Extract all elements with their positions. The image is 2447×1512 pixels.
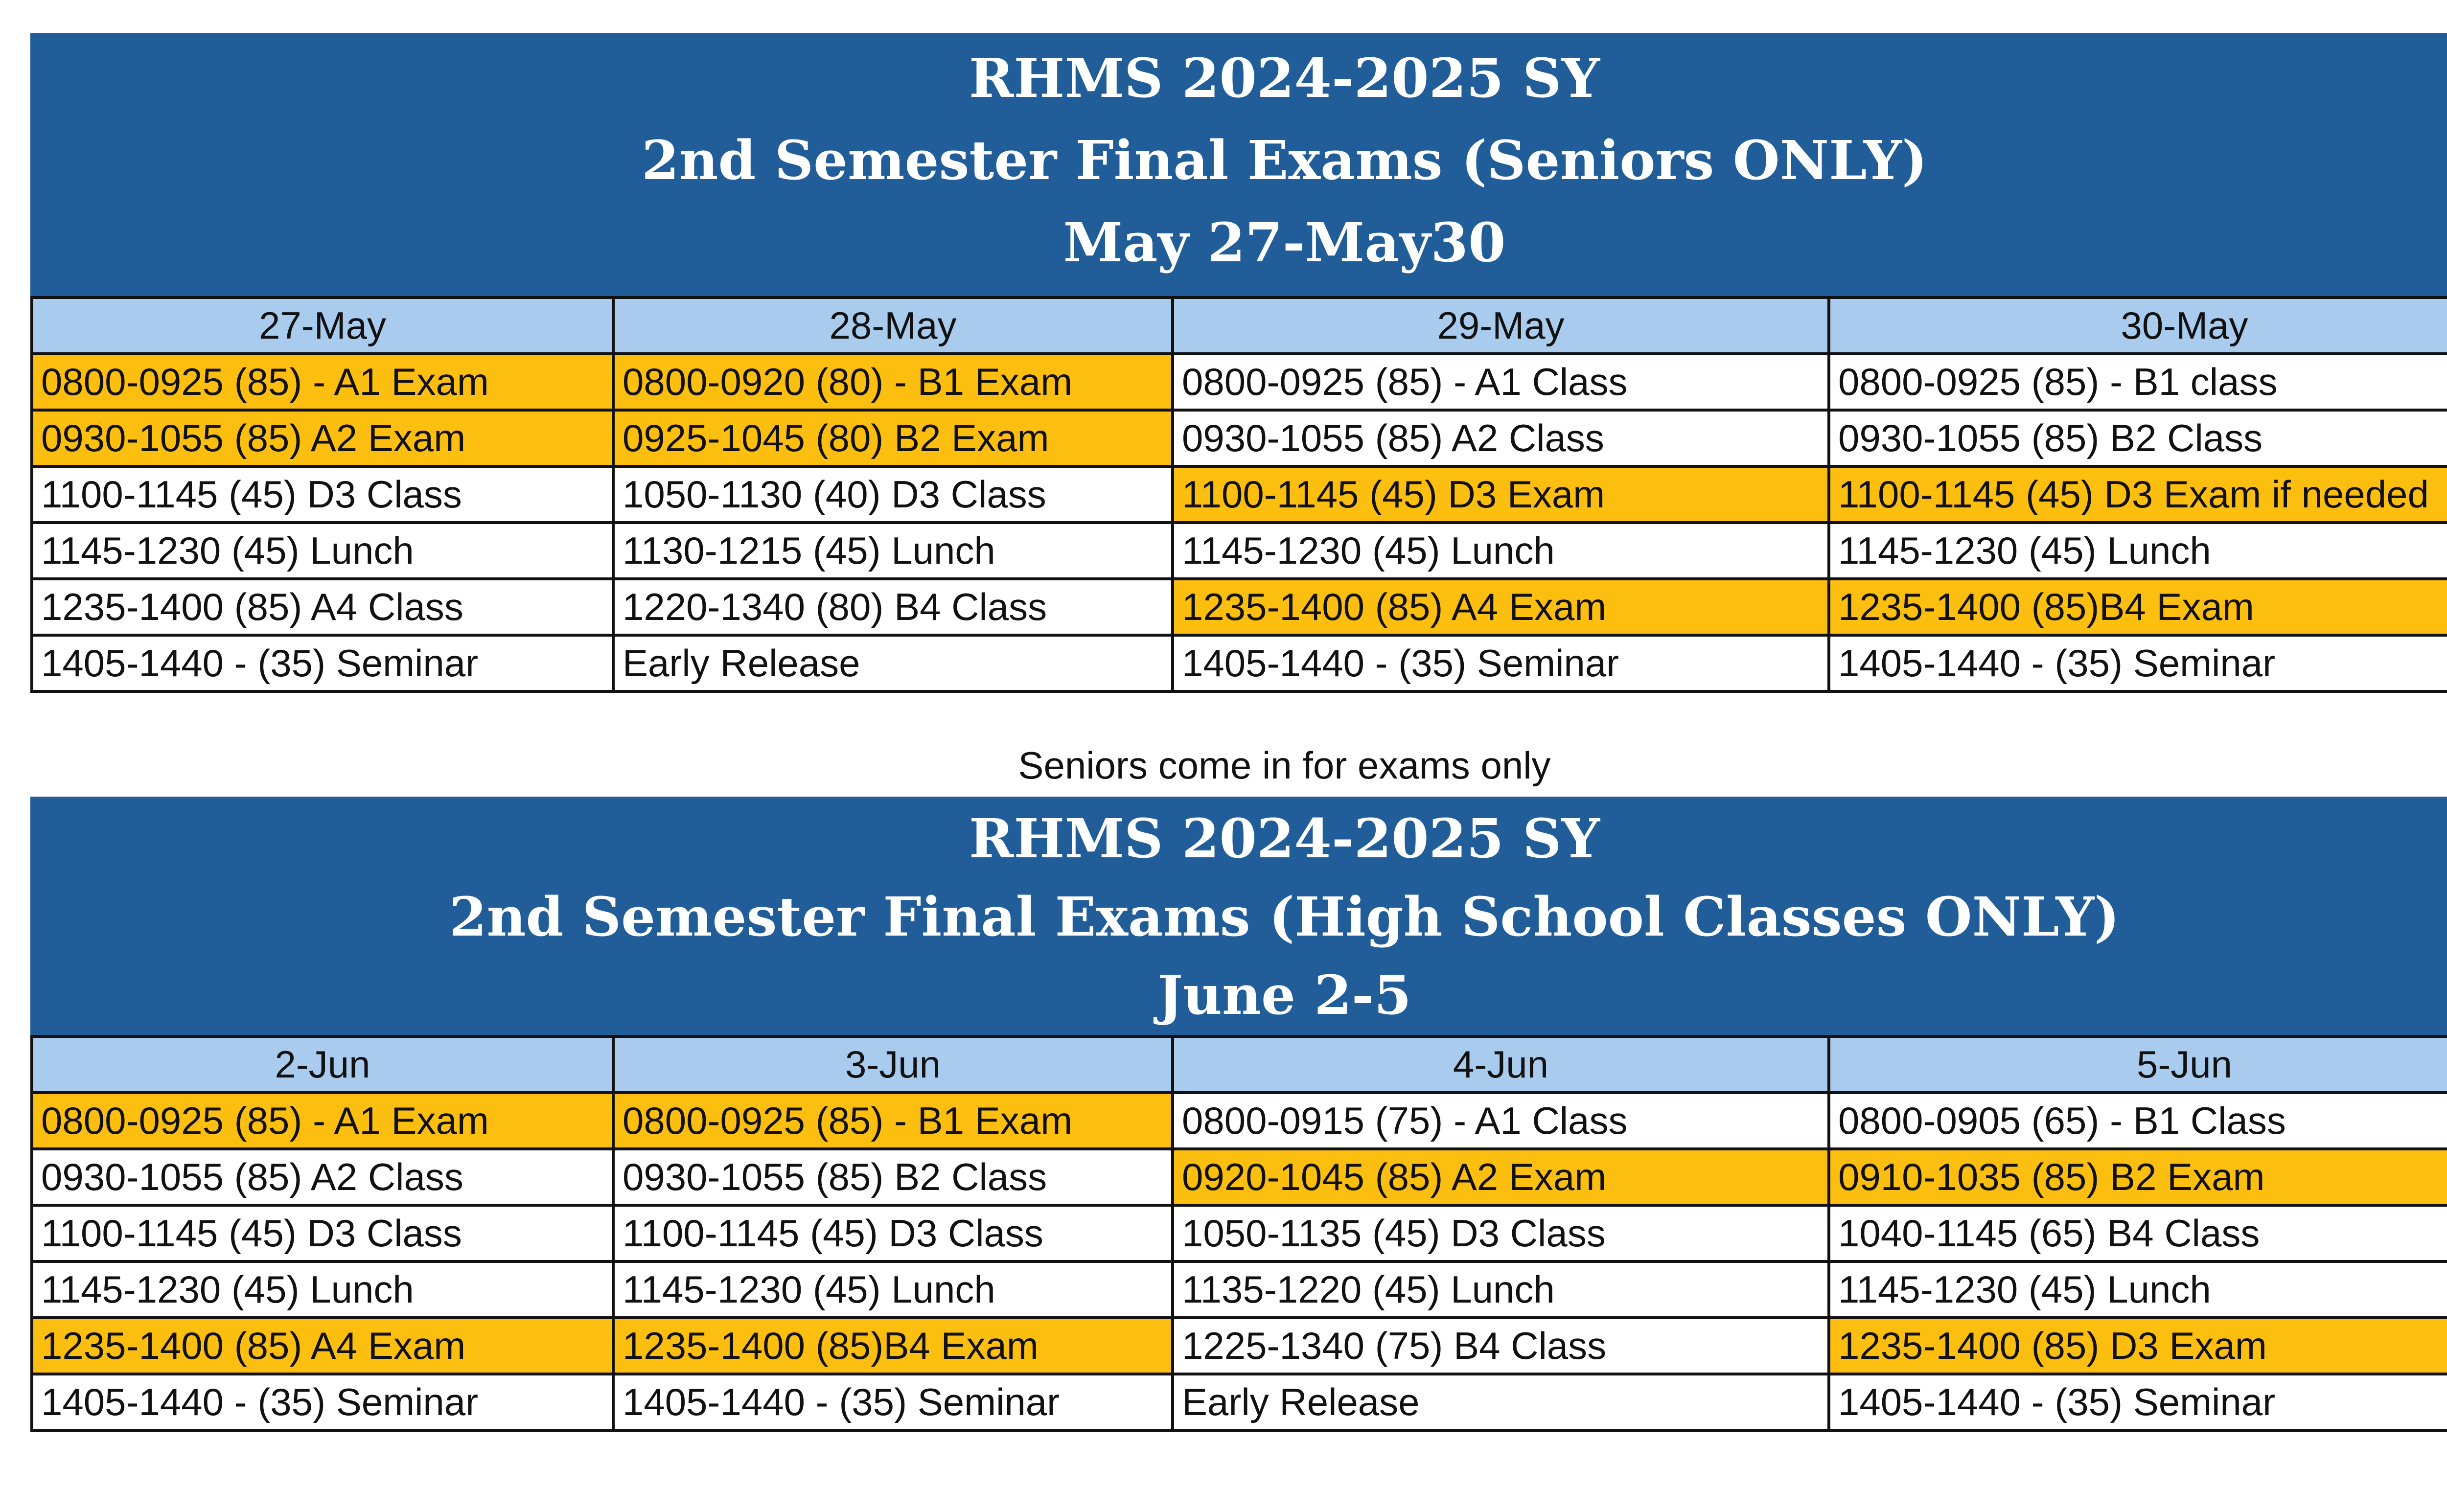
table-row	[32, 1149, 2447, 1205]
schedule-cell: 0800-0925 (85) - A1 Exam	[32, 354, 613, 410]
schedule-cell: 0925-1045 (80) B2 Exam	[613, 410, 1173, 466]
seniors-title-line-1: RHMS 2024-2025 SY	[969, 46, 1600, 110]
day-header: 28-May	[613, 298, 1173, 354]
day-header: 3-Jun	[613, 1036, 1173, 1093]
schedule-cell: 0920-1045 (85) A2 Exam	[1173, 1149, 1829, 1205]
high-school-title-banner	[30, 797, 2447, 1035]
schedule-cell: 1100-1145 (45) D3 Class	[32, 1205, 613, 1261]
seniors-title-line-3: May 27-May30	[1063, 211, 1506, 274]
schedule-cell: 1145-1230 (45) Lunch	[32, 1261, 613, 1318]
day-header: 27-May	[32, 298, 613, 354]
schedule-cell: 1050-1130 (40) D3 Class	[613, 466, 1173, 523]
high-school-title-line-1: RHMS 2024-2025 SY	[969, 807, 1600, 870]
schedule-cell: 1235-1400 (85) A4 Exam	[32, 1318, 613, 1374]
day-header: 30-May	[1829, 298, 2447, 354]
schedule-cell: 1100-1145 (45) D3 Class	[32, 466, 613, 523]
schedule-cell: 1405-1440 - (35) Seminar	[32, 1374, 613, 1430]
table-row	[32, 410, 2447, 466]
seniors-schedule-table	[30, 296, 2447, 693]
table-row	[32, 466, 2447, 523]
high-school-schedule-table	[30, 1035, 2447, 1432]
schedule-cell: 1145-1230 (45) Lunch	[1829, 523, 2447, 579]
schedule-cell: 1235-1400 (85) A4 Exam	[1173, 579, 1829, 635]
schedule-cell: 1405-1440 - (35) Seminar	[1173, 635, 1829, 691]
seniors-schedule	[30, 33, 2447, 693]
schedule-cell: 1405-1440 - (35) Seminar	[32, 635, 613, 691]
schedule-cell: 0930-1055 (85) B2 Class	[613, 1149, 1173, 1205]
table-row	[32, 1318, 2447, 1374]
schedule-cell: 1235-1400 (85)B4 Exam	[1829, 579, 2447, 635]
schedule-cell: 0800-0905 (65) - B1 Class	[1829, 1093, 2447, 1149]
schedule-cell: 1100-1145 (45) D3 Exam	[1173, 466, 1829, 523]
schedule-cell: 1100-1145 (45) D3 Class	[613, 1205, 1173, 1261]
table-row	[32, 523, 2447, 579]
schedule-cell: 1235-1400 (85) D3 Exam	[1829, 1318, 2447, 1374]
high-school-schedule	[30, 797, 2447, 1432]
table-row	[32, 1261, 2447, 1318]
schedule-cell: 1235-1400 (85)B4 Exam	[613, 1318, 1173, 1374]
table-row	[32, 1374, 2447, 1430]
day-header: 2-Jun	[32, 1036, 613, 1093]
schedule-cell: 1145-1230 (45) Lunch	[1173, 523, 1829, 579]
schedule-cell: 1050-1135 (45) D3 Class	[1173, 1205, 1829, 1261]
seniors-title-banner	[30, 33, 2447, 296]
schedule-cell: 1405-1440 - (35) Seminar	[1829, 635, 2447, 691]
schedule-cell: Early Release	[1173, 1374, 1829, 1430]
schedule-cell: 0910-1035 (85) B2 Exam	[1829, 1149, 2447, 1205]
schedule-cell: 0930-1055 (85) A2 Exam	[32, 410, 613, 466]
schedule-cell: 0800-0925 (85) - B1 class	[1829, 354, 2447, 410]
schedule-cell: 1225-1340 (75) B4 Class	[1173, 1318, 1829, 1374]
day-header: 29-May	[1173, 298, 1829, 354]
schedule-cell: 1405-1440 - (35) Seminar	[613, 1374, 1173, 1430]
schedule-cell: 0930-1055 (85) A2 Class	[32, 1149, 613, 1205]
schedule-cell: 0930-1055 (85) A2 Class	[1173, 410, 1829, 466]
seniors-footnote: Seniors come in for exams only	[1018, 744, 1551, 787]
schedule-cell: 1145-1230 (45) Lunch	[613, 1261, 1173, 1318]
schedule-cell: 1100-1145 (45) D3 Exam if needed	[1829, 466, 2447, 523]
high-school-header-row	[32, 1036, 2447, 1093]
schedule-cell: 0800-0925 (85) - B1 Exam	[613, 1093, 1173, 1149]
schedule-cell: 0800-0920 (80) - B1 Exam	[613, 354, 1173, 410]
table-row	[32, 1093, 2447, 1149]
seniors-header-row	[32, 298, 2447, 354]
schedule-cell: 1220-1340 (80) B4 Class	[613, 579, 1173, 635]
table-row	[32, 635, 2447, 691]
table-row	[32, 1205, 2447, 1261]
schedule-cell: 0800-0925 (85) - A1 Class	[1173, 354, 1829, 410]
day-header: 5-Jun	[1829, 1036, 2447, 1093]
schedule-cell: 1135-1220 (45) Lunch	[1173, 1261, 1829, 1318]
schedule-cell: 1130-1215 (45) Lunch	[613, 523, 1173, 579]
schedule-cell: 1405-1440 - (35) Seminar	[1829, 1374, 2447, 1430]
schedule-cell: 0800-0915 (75) - A1 Class	[1173, 1093, 1829, 1149]
schedule-cell: 0800-0925 (85) - A1 Exam	[32, 1093, 613, 1149]
schedule-cell: 1145-1230 (45) Lunch	[1829, 1261, 2447, 1318]
schedule-cell: 1235-1400 (85) A4 Class	[32, 579, 613, 635]
high-school-title-line-2: 2nd Semester Final Exams (High School Classes ONLY)	[449, 885, 2120, 948]
day-header: 4-Jun	[1173, 1036, 1829, 1093]
seniors-title-line-2: 2nd Semester Final Exams (Seniors ONLY)	[641, 129, 1928, 192]
schedule-cell: 1145-1230 (45) Lunch	[32, 523, 613, 579]
table-row	[32, 579, 2447, 635]
table-row	[32, 354, 2447, 410]
high-school-title-line-3: June 2-5	[1157, 963, 1411, 1027]
schedule-cell: 1040-1145 (65) B4 Class	[1829, 1205, 2447, 1261]
schedule-cell: 0930-1055 (85) B2 Class	[1829, 410, 2447, 466]
schedule-cell: Early Release	[613, 635, 1173, 691]
